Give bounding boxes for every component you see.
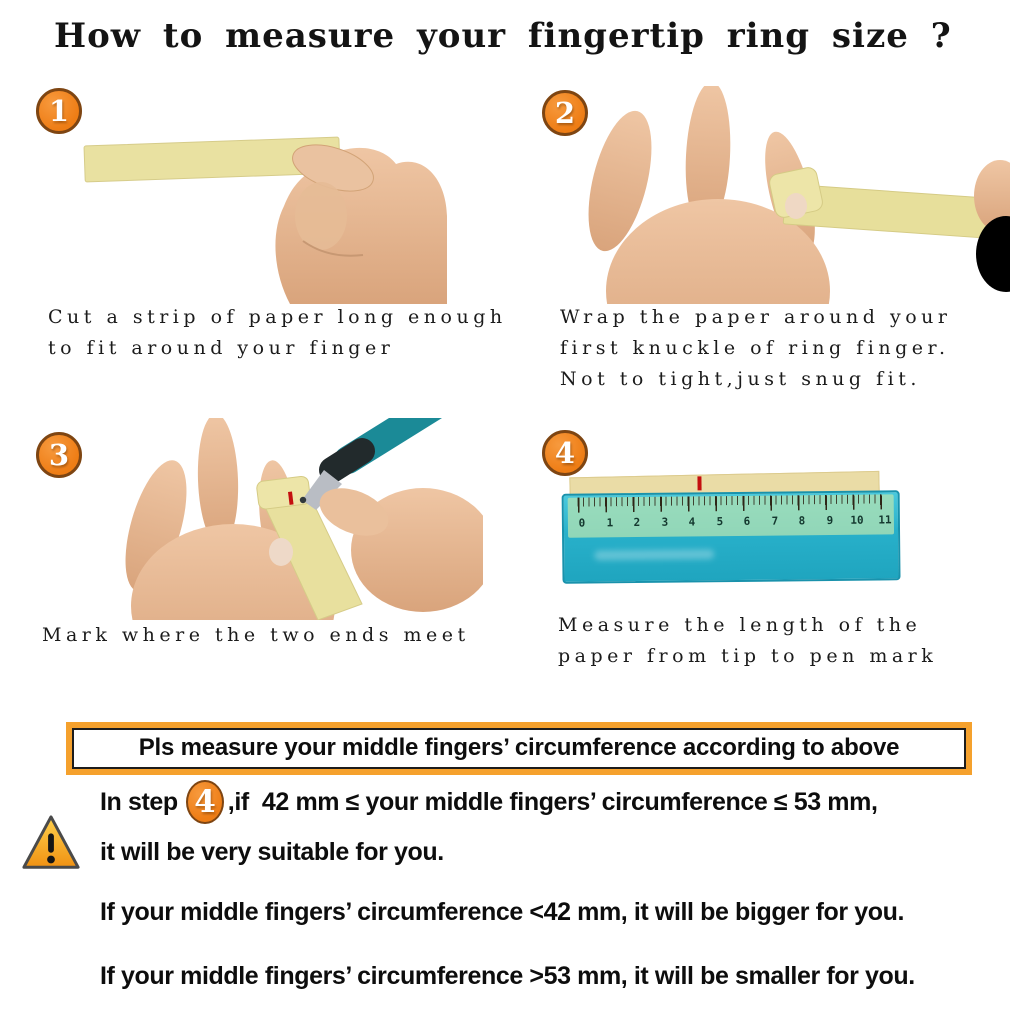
red-mark (697, 476, 701, 490)
ruler-number: 7 (771, 514, 779, 528)
step-1-number: 1 (48, 94, 70, 128)
notice-text: Pls measure your middle fingers’ circumference according to above (72, 728, 966, 769)
step-2-photo (558, 86, 1010, 304)
advice-line-4: If your middle fingers’ circumference >53 mm, it will be smaller for you. (100, 962, 915, 990)
advice-line-1-rest: ,if 42 mm ≤ your middle fingers’ circumference ≤ 53 mm, (227, 787, 878, 816)
step-4-number: 4 (554, 436, 576, 470)
ruler-number: 9 (826, 513, 834, 528)
step-1-caption (48, 302, 507, 364)
ruler-numbers (578, 513, 894, 532)
caption-line: paper from tip to pen mark (558, 645, 938, 667)
warning-icon (20, 812, 82, 876)
step-1-badge (36, 88, 82, 134)
step-4-photo (561, 460, 907, 599)
step-2-number: 2 (554, 96, 576, 130)
step-3-number: 3 (48, 438, 70, 472)
pen-point (300, 497, 306, 503)
fingernail (785, 193, 807, 219)
step-2-caption (560, 302, 951, 395)
ruler-number: 4 (688, 515, 696, 529)
ruler-number: 8 (798, 514, 806, 528)
ruler (562, 490, 901, 584)
advice-line-1-prefix: In step (100, 787, 178, 816)
warning-exclamation-dot (47, 856, 55, 864)
step-1-photo (78, 106, 448, 304)
page-title: How to measure your fingertip ring size ? (54, 16, 952, 56)
caption-line: Not to tight,just snug fit. (560, 368, 921, 390)
caption-line: first knuckle of ring finger. (560, 337, 950, 359)
ruler-cm-ticks (578, 494, 884, 512)
caption-line: to fit around your finger (48, 337, 395, 359)
step-3-badge (36, 432, 82, 478)
step-3-caption (42, 620, 470, 651)
step-4-caption (558, 610, 937, 672)
paper-wrap (256, 476, 311, 510)
caption-line: Measure the length of the (558, 614, 922, 636)
step-4-inline-badge (186, 780, 224, 824)
warning-exclamation-bar (48, 833, 54, 852)
caption-line: Wrap the paper around your (560, 306, 952, 328)
ruler-number: 6 (743, 514, 751, 528)
ruler-number: 0 (578, 516, 586, 530)
ruler-number: 1 (606, 516, 614, 530)
ruler-number: 11 (878, 513, 892, 527)
ruler-highlight (594, 549, 714, 560)
notice-box (66, 722, 972, 775)
advice-line-2: it will be very suitable for you. (100, 838, 444, 866)
advice-line-3: If your middle fingers’ circumference <42 mm, it will be bigger for you. (100, 898, 905, 926)
ruler-number: 10 (850, 513, 864, 527)
ruler-number: 2 (633, 515, 641, 530)
advice-line-1 (100, 778, 878, 826)
fingernail (269, 538, 293, 566)
ruler-number: 3 (661, 515, 669, 529)
caption-line: Mark where the two ends meet (42, 624, 470, 646)
caption-line: Cut a strip of paper long enough (48, 306, 507, 328)
ruler-scale-band (568, 494, 894, 537)
step-3-photo (118, 418, 483, 620)
step-4-inline-number: 4 (194, 784, 216, 820)
pen-grip (332, 451, 362, 470)
ruler-number: 5 (716, 515, 724, 529)
curled-finger (295, 182, 347, 250)
